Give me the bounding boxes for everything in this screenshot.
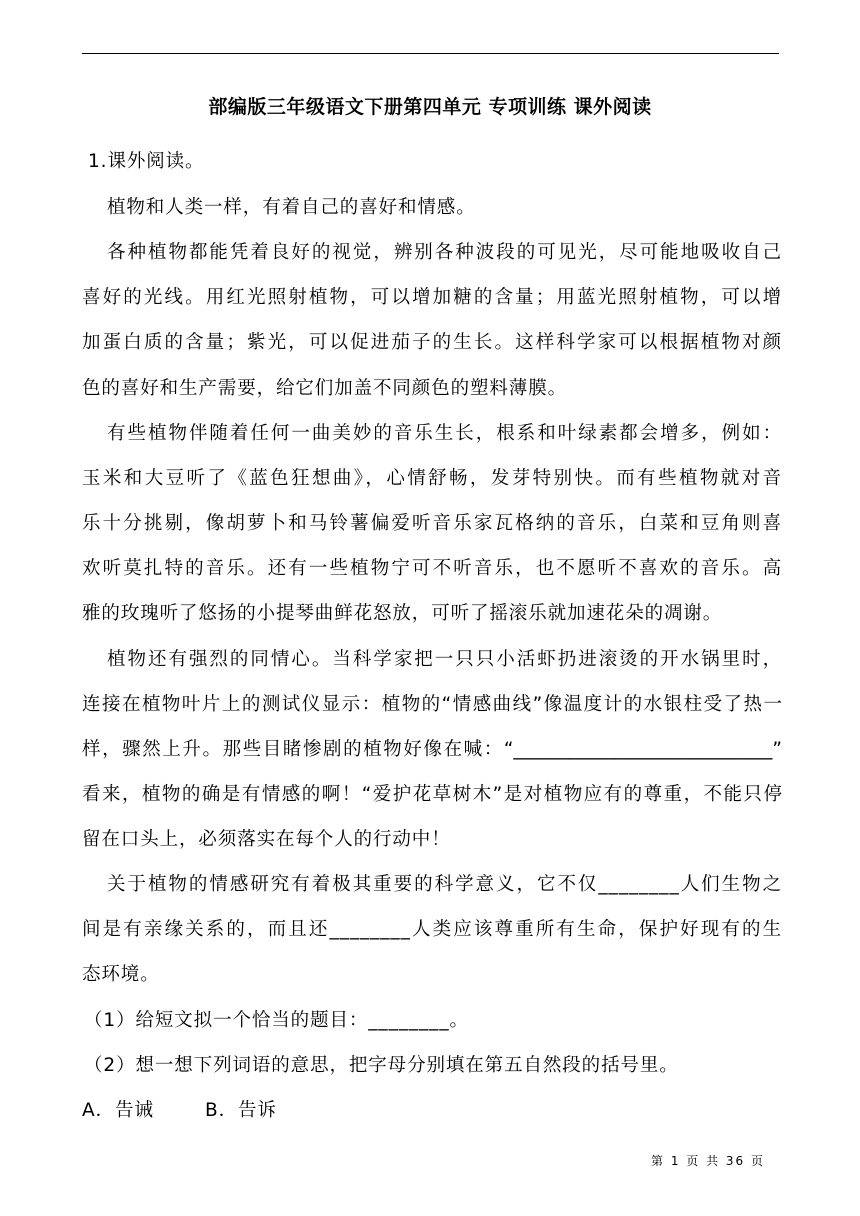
paragraph-line: 色的喜好和生产需要，给它们加盖不同颜色的塑料薄膜。 [82,378,568,399]
paragraph-line: 关于植物的情感研究有着极其重要的科学意义，它不仅________人们生物之 [107,874,782,895]
page-title: 部编版三年级语文下册第四单元 专项训练 课外阅读 [208,96,652,118]
paragraph-line: 各种植物都能凭着良好的视觉，辨别各种波段的可见光，尽可能地吸收自己 [107,242,782,263]
paragraph-line: 有些植物伴随着任何一曲美妙的音乐生长，根系和叶绿素都会增多，例如： [107,423,782,444]
paragraph-line: 喜好的光线。用红光照射植物，可以增加糖的含量；用蓝光照射植物，可以增 [82,287,782,308]
question-number: 1.课外阅读。 [88,151,205,172]
paragraph-line: 留在口头上，必须落实在每个人的行动中！ [82,829,451,850]
paragraph-line: 玉米和大豆听了《蓝色狂想曲》，心情舒畅，发芽特别快。而有些植物就对音 [82,468,782,489]
sub-question-1: （1）给短文拟一个恰当的题目：________。 [84,1010,469,1031]
paragraph-line: 间是有亲缘关系的，而且还________人类应该尊重所有生命，保护好现有的生 [82,919,782,940]
paragraph-line: 欢听莫扎特的音乐。还有一些植物宁可不听音乐，也不愿听不喜欢的音乐。高 [82,558,782,579]
option-a: A．告诫 [82,1100,154,1121]
paragraph-line: 态环境。 [82,964,160,985]
paragraph-line: 看来，植物的确是有情感的啊！“爱护花草树木”是对植物应有的尊重，不能只停 [82,784,782,805]
paragraph-line: 植物还有强烈的同情心。当科学家把一只只小活虾扔进滚烫的开水锅里时， [107,649,782,670]
paragraph-line: 样，骤然上升。那些目睹惨剧的植物好像在喊：“____________________________” [82,739,782,760]
page-footer: 第 1 页 共 36 页 [651,1154,765,1168]
sub-question-2: （2）想一想下列词语的意思，把字母分别填在第五自然段的括号里。 [84,1055,679,1076]
paragraph-line: 植物和人类一样，有着自己的喜好和情感。 [107,197,476,218]
paragraph-line: 乐十分挑剔，像胡萝卜和马铃薯偏爱听音乐家瓦格纳的音乐，白菜和豆角则喜 [82,513,782,534]
option-b: B．告诉 [205,1100,277,1121]
paragraph-line: 雅的玫瑰听了悠扬的小提琴曲鲜花怒放，可听了摇滚乐就加速花朵的凋谢。 [82,603,723,624]
paragraph-line: 加蛋白质的含量；紫光，可以促进茄子的生长。这样科学家可以根据植物对颜 [82,332,782,353]
header-rule [82,53,779,54]
paragraph-line: 连接在植物叶片上的测试仪显示：植物的“情感曲线”像温度计的水银柱受了热一 [82,694,782,715]
